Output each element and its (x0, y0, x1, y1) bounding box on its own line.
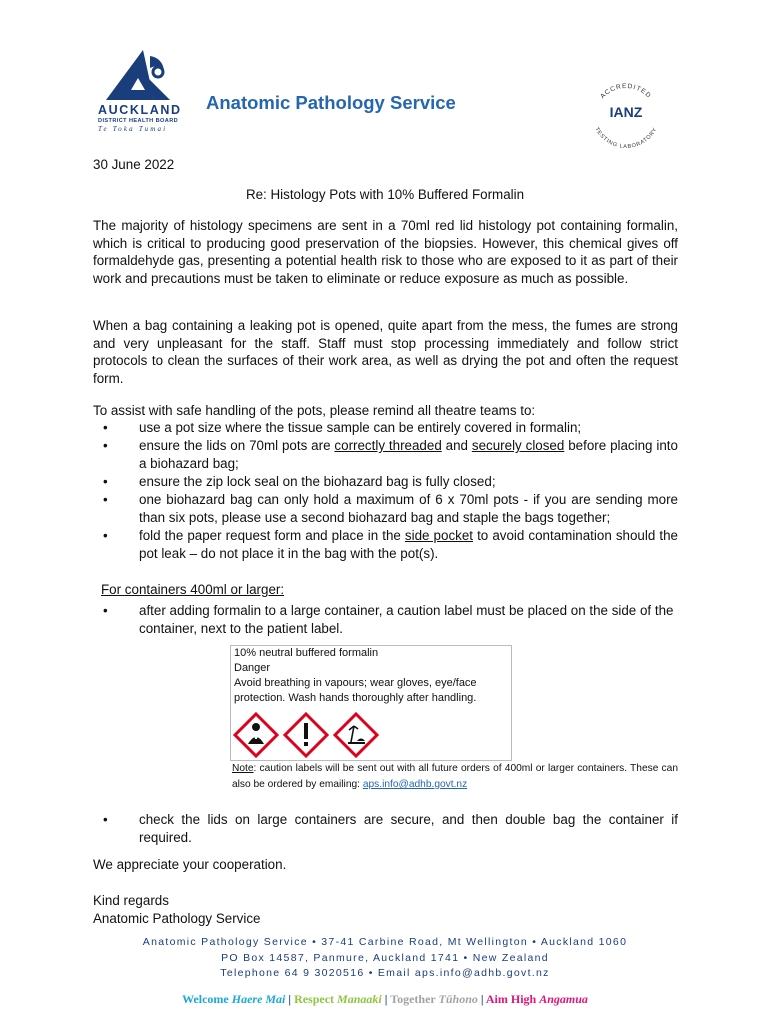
health-hazard-icon (235, 714, 277, 756)
footer-address (0, 935, 770, 982)
value-respect: Respect Manaaki (294, 992, 382, 1006)
svg-text:ACCREDITED (599, 83, 652, 100)
handling-list (93, 419, 678, 563)
label-line3: Avoid breathing in vapours; wear gloves, eye/face protection. Wash hands thoroughly after handling. (234, 677, 477, 704)
ianz-accreditation-icon (586, 78, 666, 148)
regards-line: Kind regards (93, 893, 169, 908)
note: Note: caution labels will be sent out with all future orders of 400ml or larger containers. These can also be ordered by emailing: aps.info@adhb.govt.nz (232, 763, 678, 790)
footer-line3: Telephone 64 9 3020516 • Email aps.info@adhb.govt.nz (220, 967, 550, 979)
logo-name: AUCKLAND (98, 103, 182, 117)
footer-line1: Anatomic Pathology Service • 37-41 Carbine Road, Mt Wellington • Auckland 1060 (142, 936, 628, 948)
logo-maori: Te Toka Tumai (98, 125, 168, 133)
closing-line: We appreciate your cooperation. (93, 857, 287, 872)
exclamation-icon (285, 714, 327, 756)
ianz-bottom-text: TESTING LABORATORY (593, 126, 659, 148)
value-welcome: Welcome Haere Mai (182, 992, 286, 1006)
logo-sub: DISTRICT HEALTH BOARD (98, 118, 179, 124)
value-aim-high: Aim High Angamua (485, 992, 588, 1006)
ianz-badge (586, 78, 666, 148)
signoff-line: Anatomic Pathology Service (93, 911, 261, 926)
value-together: Together Tūhono (390, 992, 478, 1006)
adhb-logo-mark-icon (98, 48, 198, 108)
list-item: • one biohazard bag can only hold a maximum of 6 x 70ml pots - if you are sending more than six pots, please use a second biohazard bag and staple the bags together; (103, 492, 678, 525)
ghs-pictograms (233, 712, 383, 758)
paragraph-1: The majority of histology specimens are sent in a 70ml red lid histology pot containing formalin, which is critical to producing good preservation of the biopsies. However, this chemical gives off formaldehyde gas, presenting a potential health risk to those who are exposed to it as part of their work and precautions must be taken to eliminate or reduce exposure as much as possible. (93, 218, 678, 286)
list-item: • fold the paper request form and place in the side pocket to avoid contamination should the pot leak – do not place it in the bag with the pot(s). (103, 528, 678, 561)
list-item: • ensure the lids on 70ml pots are correctly threaded and securely closed before placing into a biohazard bag; (103, 438, 678, 471)
ianz-mark: IANZ (609, 104, 643, 120)
large-containers-heading: For containers 400ml or larger: (101, 582, 285, 597)
service-title: Anatomic Pathology Service (206, 92, 456, 113)
letter-subject: Re: Histology Pots with 10% Buffered Formalin (245, 187, 525, 202)
caution-label (230, 645, 512, 761)
list-item: • after adding formalin to a large container, a caution label must be placed on the side of the container, next to the patient label. (103, 603, 674, 636)
footer-line2: PO Box 14587, Panmure, Auckland 1741 • New Zealand (221, 951, 549, 964)
list-item: • ensure the zip lock seal on the biohazard bag is fully closed; (103, 474, 496, 489)
label-line1: 10% neutral buffered formalin (234, 647, 379, 659)
ianz-top-text: ACCREDITED (599, 82, 653, 101)
paragraph-2: When a bag containing a leaking pot is opened, quite apart from the mess, the fumes are strong and very unpleasant for the staff. Staff must stop processing immediately and follow strict protocols to clean the surfaces of their work area, as well as drying the pot and often the request form. (93, 318, 678, 386)
list-intro: To assist with safe handling of the pots, please remind all theatre teams to: (93, 403, 536, 418)
values-strip: Welcome Haere Mai | Respect Manaaki | Together Tūhono | Aim High Angamua (182, 992, 588, 1006)
list-item: • check the lids on large containers are secure, and then double bag the container if required. (103, 812, 678, 845)
svg-text:TESTING LABORATORY (593, 127, 658, 148)
label-line2: Danger (234, 662, 271, 674)
large-list (93, 602, 678, 638)
note-email-link[interactable]: aps.info@adhb.govt.nz (362, 779, 468, 790)
list-item: • use a pot size where the tissue sample can be entirely covered in formalin; (103, 420, 582, 435)
adhb-logo (98, 48, 198, 134)
double-bag-list (93, 811, 678, 847)
note-label: Note (232, 763, 254, 774)
environment-hazard-icon (335, 714, 377, 756)
letter-date: 30 June 2022 (93, 157, 175, 172)
